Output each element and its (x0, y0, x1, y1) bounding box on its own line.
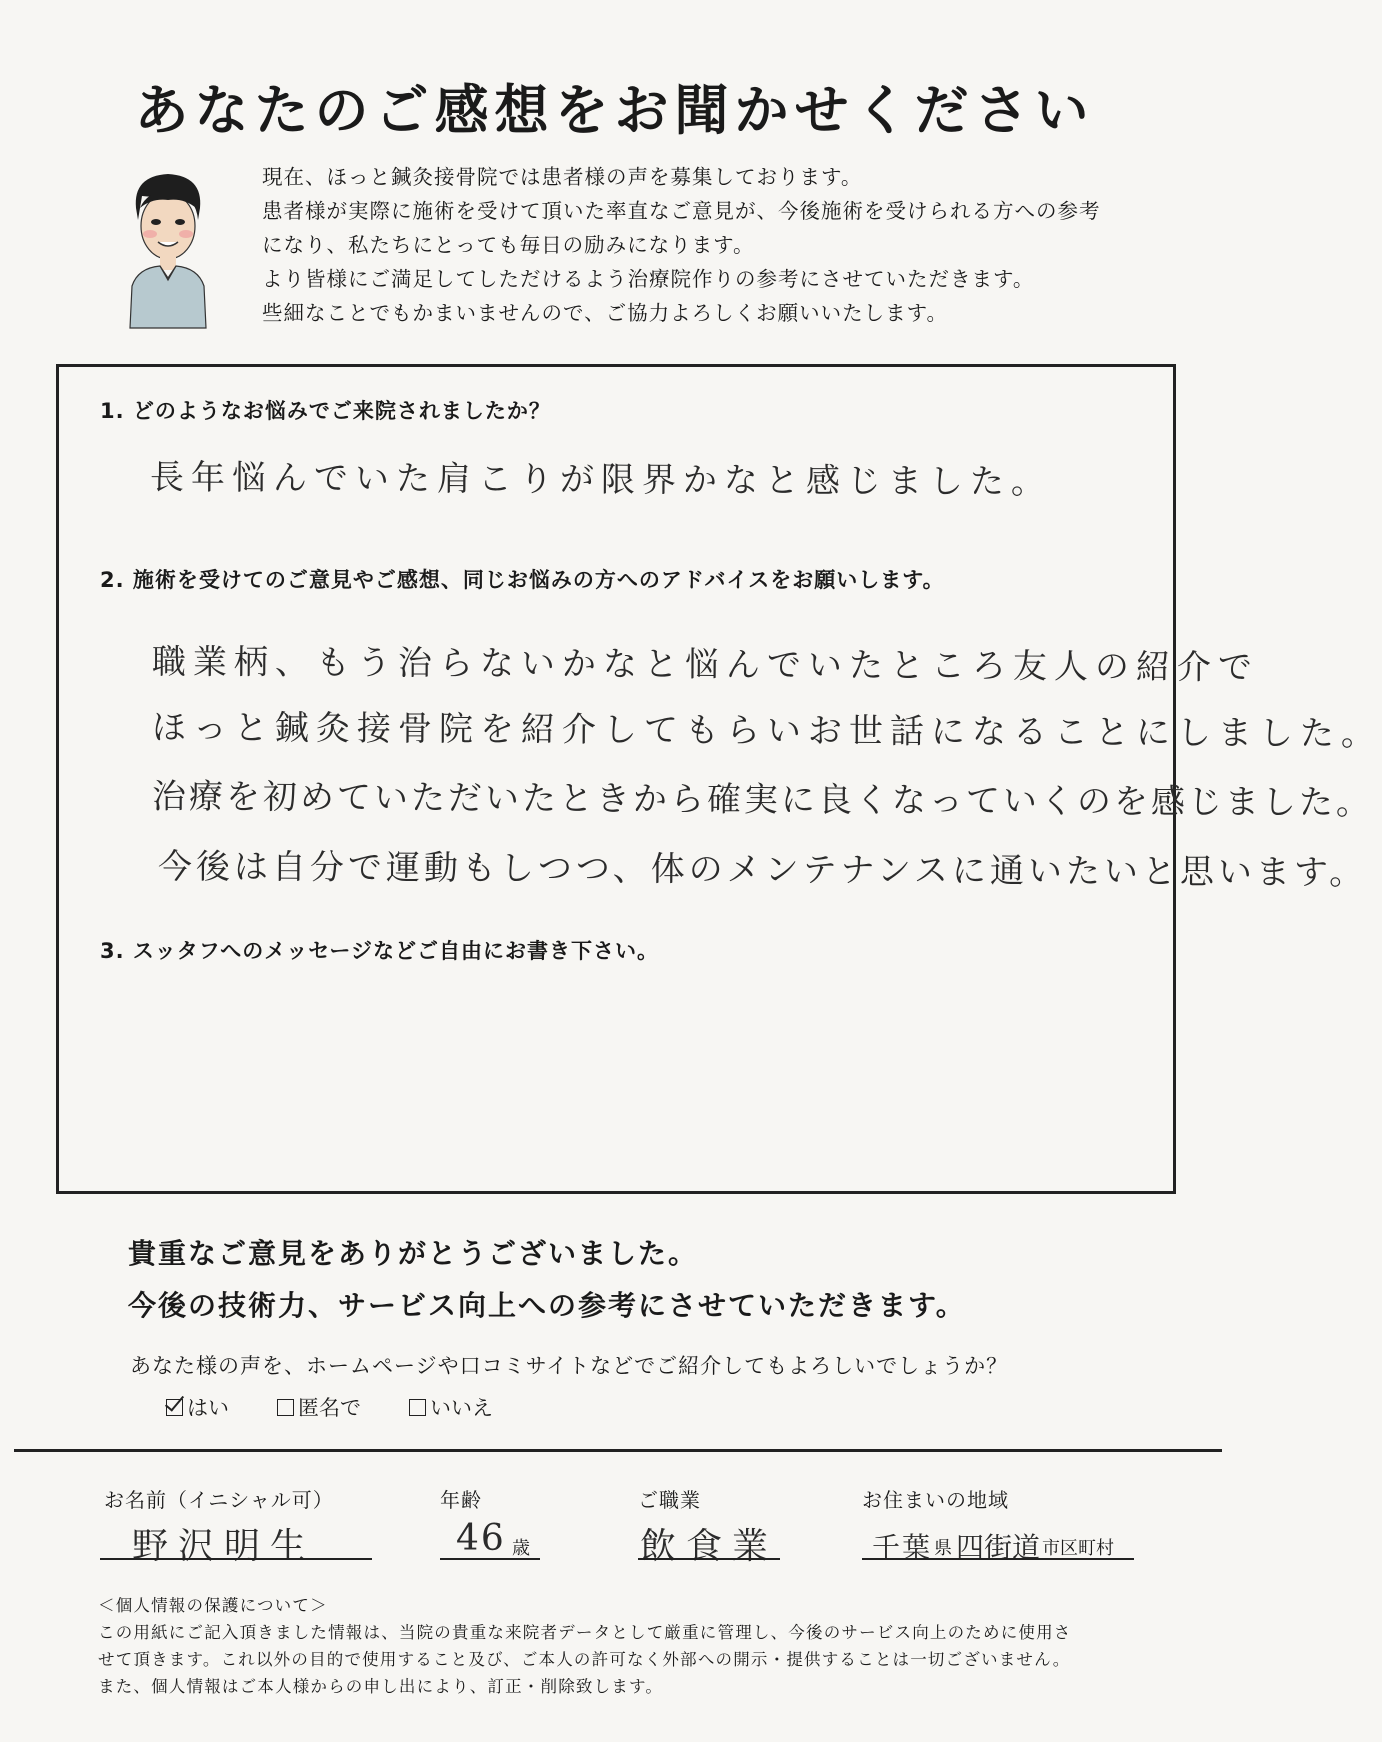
answer-2-line: 治療を初めていただいたときから確実に良くなっていくのを感じました。 (151, 776, 1374, 824)
question-1-label: 1. どのようなお悩みでご来院されましたか？ (100, 399, 551, 423)
age-underline (440, 1558, 540, 1560)
section-divider (14, 1449, 1222, 1452)
answer-1-line: 長年悩んでいた肩こりが限界かなと感じました。 (149, 457, 1053, 503)
intro-text (262, 160, 1101, 330)
age-label: 年齢 (440, 1488, 482, 1512)
page-title: あなたのご感想をお聞かせください (134, 79, 1095, 142)
intro-line: より皆様にご満足してしただけるよう治療院作りの参考にさせていただきます。 (262, 267, 1035, 291)
option-label: 匿名で (298, 1396, 361, 1420)
consent-option-no[interactable] (409, 1392, 493, 1422)
job-underline (638, 1558, 780, 1560)
consent-option-anonymous[interactable] (277, 1392, 361, 1422)
name-underline (100, 1558, 372, 1560)
option-label: はい (187, 1396, 229, 1420)
answer-2-line: ほっと鍼灸接骨院を紹介してもらいお世話になることにしました。 (151, 707, 1382, 755)
intro-line: 患者様が実際に施術を受けて頂いた率直なご意見が、今後施術を受けられる方への参考 (262, 199, 1101, 223)
privacy-line: せて頂きます。これ以外の目的で使用すること及び、ご本人の許可なく外部への開示・提供することは一切ございません。 (98, 1650, 1071, 1669)
area-city-unit: 市区町村 (1042, 1538, 1114, 1559)
privacy-title: ＜個人情報の保護について＞ (98, 1596, 328, 1615)
consent-question: あなた様の声を、ホームページや口コミサイトなどでご紹介してもよろしいでしょうか？ (130, 1354, 1009, 1378)
age-unit: 歳 (512, 1538, 530, 1559)
answer-2-line: 今後は自分で運動もしつつ、体のメンテナンスに通いたいと思います。 (157, 846, 1368, 894)
consent-option-yes[interactable] (166, 1392, 229, 1422)
thanks-message (128, 1228, 966, 1332)
name-value[interactable]: 野沢明生 (132, 1526, 317, 1567)
area-city-value[interactable]: 四街道 (956, 1531, 1041, 1564)
area-underline (862, 1558, 1134, 1560)
job-value[interactable]: 飲食業 (640, 1526, 779, 1567)
answer-2-line: 職業柄、もう治らないかなと悩んでいたところ友人の紹介で (151, 642, 1260, 688)
privacy-line: また、個人情報はご本人様からの申し出により、訂正・削除致します。 (98, 1677, 664, 1696)
privacy-notice (98, 1592, 1072, 1700)
name-label: お名前（イニシャル可） (104, 1488, 334, 1512)
question-2-label: 2. 施術を受けてのご意見やご感想、同じお悩みの方へのアドバイスをお願いします。 (100, 568, 945, 592)
consent-options (166, 1392, 493, 1422)
privacy-line: この用紙にご記入頂きました情報は、当院の貴重な来院者データとして厳重に管理し、今後のサービス向上のために使用さ (98, 1623, 1072, 1642)
staff-avatar (118, 168, 218, 328)
job-label: ご職業 (638, 1488, 701, 1512)
thanks-line: 貴重なご意見をありがとうございました。 (128, 1237, 699, 1270)
checkbox-icon[interactable] (277, 1399, 294, 1416)
option-label: いいえ (430, 1396, 493, 1420)
thanks-line: 今後の技術力、サービス向上への参考にさせていただきます。 (128, 1289, 966, 1322)
question-3-label: 3. スッタフへのメッセージなどご自由にお書き下さい。 (100, 939, 660, 963)
age-value[interactable]: 46 (456, 1518, 506, 1559)
intro-line: 現在、ほっと鍼灸接骨院では患者様の声を募集しております。 (262, 165, 863, 189)
intro-line: になり、私たちにとっても毎日の励みになります。 (262, 233, 755, 257)
area-prefecture-value[interactable]: 千葉 (872, 1531, 933, 1564)
area-prefecture-unit: 県 (934, 1538, 952, 1559)
area-label: お住まいの地域 (862, 1488, 1009, 1512)
checkbox-icon[interactable] (409, 1399, 426, 1416)
intro-line: 些細なことでもかまいませんので、ご協力よろしくお願いいたします。 (262, 301, 948, 325)
checkbox-checked-icon[interactable] (166, 1399, 183, 1416)
